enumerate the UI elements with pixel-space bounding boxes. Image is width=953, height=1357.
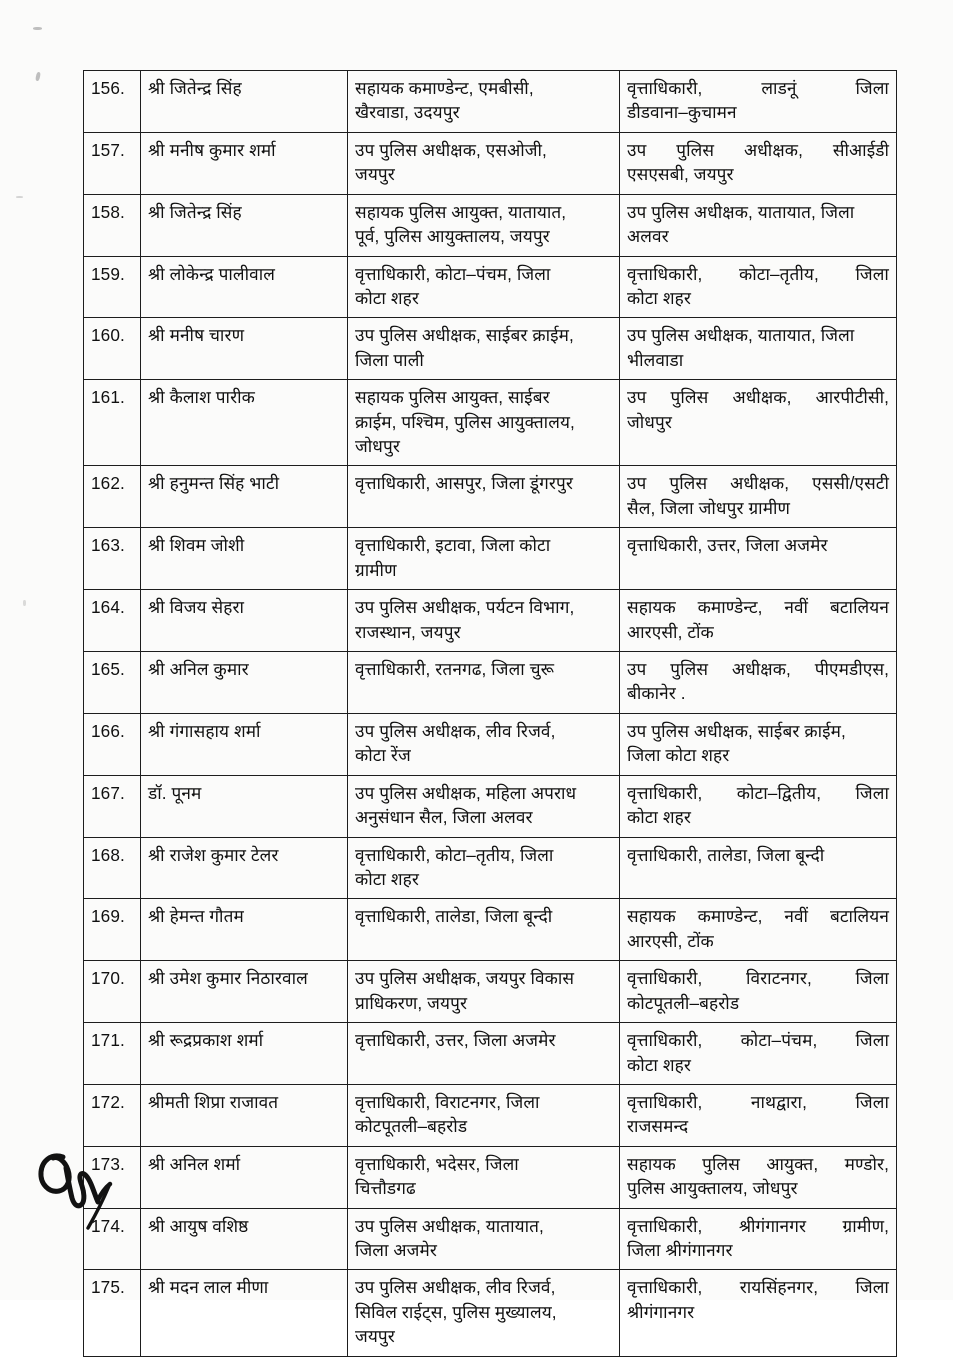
posting-line: कोटा शहर <box>355 868 419 889</box>
posting-line: बीकानेर . <box>627 683 686 704</box>
officer-name: श्री अनिल शर्मा <box>141 1146 348 1208</box>
posting-line: वृत्ताधिकारी, कोटा–पंचम, जिला <box>355 263 551 284</box>
officer-name: श्री राजेश कुमार टेलर <box>141 837 348 899</box>
new-posting <box>620 590 897 652</box>
posting-line: उप पुलिस अधीक्षक, साईबर क्राईम, <box>627 720 846 741</box>
officer-name: डॉ. पूनम <box>141 775 348 837</box>
posting-line: सैल, जिला जोधपुर ग्रामीण <box>627 497 791 518</box>
current-posting <box>348 466 620 528</box>
table-row <box>84 590 897 652</box>
officer-name: श्री जितेन्द्र सिंह <box>141 194 348 256</box>
row-serial-number: 163. <box>84 528 141 590</box>
posting-line: उप पुलिस अधीक्षक, पर्यटन विभाग, <box>355 597 575 618</box>
scan-artifact <box>35 72 41 82</box>
table-row <box>84 961 897 1023</box>
new-posting <box>620 1146 897 1208</box>
posting-line: वृत्ताधिकारी, उत्तर, जिला अजमेर <box>627 535 828 556</box>
posting-line: कोटा शहर <box>627 807 691 828</box>
posting-line: वृत्ताधिकारी, आसपुर, जिला डूंगरपुर <box>355 473 573 494</box>
table-row <box>84 132 897 194</box>
scan-artifact <box>33 27 42 30</box>
new-posting <box>620 256 897 318</box>
posting-line: श्रीगंगानगर <box>627 1301 695 1322</box>
table-row <box>84 528 897 590</box>
officer-name: श्री उमेश कुमार निठारवाल <box>141 961 348 1023</box>
new-posting <box>620 132 897 194</box>
posting-line: जोधपुर <box>627 411 672 432</box>
current-posting <box>348 837 620 899</box>
posting-line: उप पुलिस अधीक्षक, यातायात, जिला <box>627 325 855 346</box>
current-posting <box>348 1208 620 1270</box>
posting-line: वृत्ताधिकारी, विराटनगर, जिला <box>627 968 889 989</box>
officer-name: श्री गंगासहाय शर्मा <box>141 713 348 775</box>
row-serial-number: 166. <box>84 713 141 775</box>
officer-name: श्री लोकेन्द्र पालीवाल <box>141 256 348 318</box>
transfer-list-table <box>83 70 897 1357</box>
new-posting <box>620 713 897 775</box>
row-serial-number: 173. <box>84 1146 141 1208</box>
posting-line: सहायक कमाण्डेन्ट, नवीं बटालियन <box>627 597 889 618</box>
posting-line: वृत्ताधिकारी, तालेडा, जिला बून्दी <box>627 844 825 865</box>
current-posting <box>348 132 620 194</box>
posting-line: ग्रामीण <box>355 559 397 580</box>
posting-line: उप पुलिस अधीक्षक, सीआईडी <box>627 139 889 160</box>
new-posting <box>620 71 897 133</box>
row-serial-number: 159. <box>84 256 141 318</box>
row-serial-number: 162. <box>84 466 141 528</box>
officer-name: श्री रूद्रप्रकाश शर्मा <box>141 1023 348 1085</box>
posting-line: उप पुलिस अधीक्षक, यातायात, <box>355 1215 544 1236</box>
posting-line: वृत्ताधिकारी, भदेसर, जिला <box>355 1153 519 1174</box>
table-row <box>84 380 897 466</box>
posting-line: वृत्ताधिकारी, इटावा, जिला कोटा <box>355 535 551 556</box>
table-row <box>84 775 897 837</box>
current-posting <box>348 775 620 837</box>
current-posting <box>348 652 620 714</box>
posting-line: क्राईम, पश्चिम, पुलिस आयुक्तालय, <box>355 411 575 432</box>
officer-name: श्री मनीष चारण <box>141 318 348 380</box>
posting-line: सहायक कमाण्डेन्ट, नवीं बटालियन <box>627 906 889 927</box>
posting-line: खैरवाडा, उदयपुर <box>355 102 460 123</box>
posting-line: वृत्ताधिकारी, लाडनूं जिला <box>627 78 889 98</box>
posting-line: जिला श्रीगंगानगर <box>627 1240 733 1261</box>
table-row <box>84 71 897 133</box>
posting-line: सहायक पुलिस आयुक्त, मण्डोर, <box>627 1153 889 1174</box>
row-serial-number: 175. <box>84 1270 141 1356</box>
table-row <box>84 466 897 528</box>
posting-line: आरएसी, टोंक <box>627 621 714 642</box>
officer-name: श्री मदन लाल मीणा <box>141 1270 348 1356</box>
new-posting <box>620 380 897 466</box>
posting-line: राजसमन्द <box>627 1116 689 1137</box>
transfer-list-table-wrapper <box>83 70 896 1357</box>
new-posting <box>620 1084 897 1146</box>
posting-line: उप पुलिस अधीक्षक, एससी/एसटी <box>627 473 889 494</box>
posting-line: उप पुलिस अधीक्षक, आरपीटीसी, <box>627 387 889 408</box>
current-posting <box>348 71 620 133</box>
posting-line: कोटा शहर <box>355 287 419 308</box>
current-posting <box>348 1270 620 1356</box>
posting-line: वृत्ताधिकारी, रतनगढ, जिला चुरू <box>355 659 555 680</box>
posting-line: वृत्ताधिकारी, कोटा–पंचम, जिला <box>627 1030 889 1051</box>
posting-line: जयपुर <box>355 164 395 185</box>
posting-line: कोटा शहर <box>627 287 691 308</box>
new-posting <box>620 775 897 837</box>
posting-line: वृत्ताधिकारी, रायसिंहनगर, जिला <box>627 1277 889 1298</box>
posting-line: कोटपूतली–बहरोड <box>355 1116 468 1137</box>
new-posting <box>620 837 897 899</box>
row-serial-number: 157. <box>84 132 141 194</box>
current-posting <box>348 899 620 961</box>
current-posting <box>348 1084 620 1146</box>
officer-name: श्री मनीष कुमार शर्मा <box>141 132 348 194</box>
new-posting <box>620 318 897 380</box>
row-serial-number: 164. <box>84 590 141 652</box>
posting-line: प्राधिकरण, जयपुर <box>355 992 468 1013</box>
posting-line: आरएसी, टोंक <box>627 930 714 951</box>
posting-line: वृत्ताधिकारी, श्रीगंगानगर ग्रामीण, <box>627 1215 889 1236</box>
posting-line: जयपुर <box>355 1326 395 1347</box>
current-posting <box>348 961 620 1023</box>
row-serial-number: 171. <box>84 1023 141 1085</box>
posting-line: अलवर <box>627 226 669 247</box>
table-row <box>84 1146 897 1208</box>
posting-line: जिला पाली <box>355 349 424 370</box>
new-posting <box>620 899 897 961</box>
new-posting <box>620 466 897 528</box>
posting-line: भीलवाडा <box>627 349 684 370</box>
posting-line: सहायक कमाण्डेन्ट, एमबीसी, <box>355 78 534 98</box>
posting-line: पूर्व, पुलिस आयुक्तालय, जयपुर <box>355 226 550 247</box>
posting-line: एसएसबी, जयपुर <box>627 164 734 185</box>
posting-line: सिविल राईट्स, पुलिस मुख्यालय, <box>355 1301 557 1322</box>
table-row <box>84 652 897 714</box>
current-posting <box>348 380 620 466</box>
officer-name: श्री जितेन्द्र सिंह <box>141 71 348 133</box>
posting-line: उप पुलिस अधीक्षक, एसओजी, <box>355 139 547 160</box>
posting-line: कोटपूतली–बहरोड <box>627 992 740 1013</box>
officer-name: श्री कैलाश पारीक <box>141 380 348 466</box>
posting-line: वृत्ताधिकारी, कोटा–तृतीय, जिला <box>627 263 889 284</box>
posting-line: वृत्ताधिकारी, तालेडा, जिला बून्दी <box>355 906 553 927</box>
posting-line: उप पुलिस अधीक्षक, पीएमडीएस, <box>627 659 889 680</box>
posting-line: जिला कोटा शहर <box>627 745 730 766</box>
table-row <box>84 194 897 256</box>
officer-name: श्री हेमन्त गौतम <box>141 899 348 961</box>
posting-line: चित्तौडगढ <box>355 1178 416 1199</box>
posting-line: वृत्ताधिकारी, नाथद्वारा, जिला <box>627 1091 889 1112</box>
table-row <box>84 256 897 318</box>
officer-name: श्री शिवम जोशी <box>141 528 348 590</box>
posting-line: उप पुलिस अधीक्षक, लीव रिजर्व, <box>355 1277 556 1298</box>
new-posting <box>620 961 897 1023</box>
posting-line: वृत्ताधिकारी, कोटा–तृतीय, जिला <box>355 844 554 865</box>
posting-line: सहायक पुलिस आयुक्त, यातायात, <box>355 201 567 222</box>
transfer-list-body <box>84 71 897 1357</box>
row-serial-number: 156. <box>84 71 141 133</box>
table-row <box>84 1208 897 1270</box>
current-posting <box>348 1146 620 1208</box>
table-row <box>84 318 897 380</box>
posting-line: वृत्ताधिकारी, कोटा–द्वितीय, जिला <box>627 782 889 803</box>
table-row <box>84 713 897 775</box>
table-row <box>84 1270 897 1356</box>
new-posting <box>620 528 897 590</box>
row-serial-number: 169. <box>84 899 141 961</box>
posting-line: उप पुलिस अधीक्षक, महिला अपराध <box>355 782 577 803</box>
officer-name: श्री हनुमन्त सिंह भाटी <box>141 466 348 528</box>
posting-line: वृत्ताधिकारी, उत्तर, जिला अजमेर <box>355 1030 556 1051</box>
current-posting <box>348 713 620 775</box>
posting-line: अनुसंधान सैल, जिला अलवर <box>355 807 533 828</box>
row-serial-number: 170. <box>84 961 141 1023</box>
new-posting <box>620 1270 897 1356</box>
scan-artifact <box>16 196 23 198</box>
row-serial-number: 165. <box>84 652 141 714</box>
table-row <box>84 837 897 899</box>
row-serial-number: 174. <box>84 1208 141 1270</box>
posting-line: उप पुलिस अधीक्षक, साईबर क्राईम, <box>355 325 574 346</box>
row-serial-number: 161. <box>84 380 141 466</box>
posting-line: सहायक पुलिस आयुक्त, साईबर <box>355 387 550 408</box>
posting-line: पुलिस आयुक्तालय, जोधपुर <box>627 1178 798 1199</box>
posting-line: जिला अजमेर <box>355 1240 437 1261</box>
posting-line: डीडवाना–कुचामन <box>627 102 737 123</box>
current-posting <box>348 1023 620 1085</box>
current-posting <box>348 590 620 652</box>
posting-line: उप पुलिस अधीक्षक, लीव रिजर्व, <box>355 720 556 741</box>
posting-line: कोटा रेंज <box>355 745 411 766</box>
row-serial-number: 158. <box>84 194 141 256</box>
row-serial-number: 172. <box>84 1084 141 1146</box>
new-posting <box>620 194 897 256</box>
table-row <box>84 899 897 961</box>
posting-line: कोटा शहर <box>627 1054 691 1075</box>
row-serial-number: 167. <box>84 775 141 837</box>
officer-name: श्री आयुष वशिष्ठ <box>141 1208 348 1270</box>
current-posting <box>348 256 620 318</box>
table-row <box>84 1084 897 1146</box>
new-posting <box>620 1023 897 1085</box>
officer-name: श्रीमती शिप्रा राजावत <box>141 1084 348 1146</box>
table-row <box>84 1023 897 1085</box>
scan-artifact <box>23 600 26 606</box>
current-posting <box>348 318 620 380</box>
row-serial-number: 160. <box>84 318 141 380</box>
officer-name: श्री अनिल कुमार <box>141 652 348 714</box>
posting-line: जोधपुर <box>355 436 400 457</box>
posting-line: राजस्थान, जयपुर <box>355 621 461 642</box>
posting-line: उप पुलिस अधीक्षक, जयपुर विकास <box>355 968 575 989</box>
new-posting <box>620 1208 897 1270</box>
row-serial-number: 168. <box>84 837 141 899</box>
officer-name: श्री विजय सेहरा <box>141 590 348 652</box>
posting-line: वृत्ताधिकारी, विराटनगर, जिला <box>355 1091 540 1112</box>
current-posting <box>348 528 620 590</box>
current-posting <box>348 194 620 256</box>
new-posting <box>620 652 897 714</box>
posting-line: उप पुलिस अधीक्षक, यातायात, जिला <box>627 201 855 222</box>
